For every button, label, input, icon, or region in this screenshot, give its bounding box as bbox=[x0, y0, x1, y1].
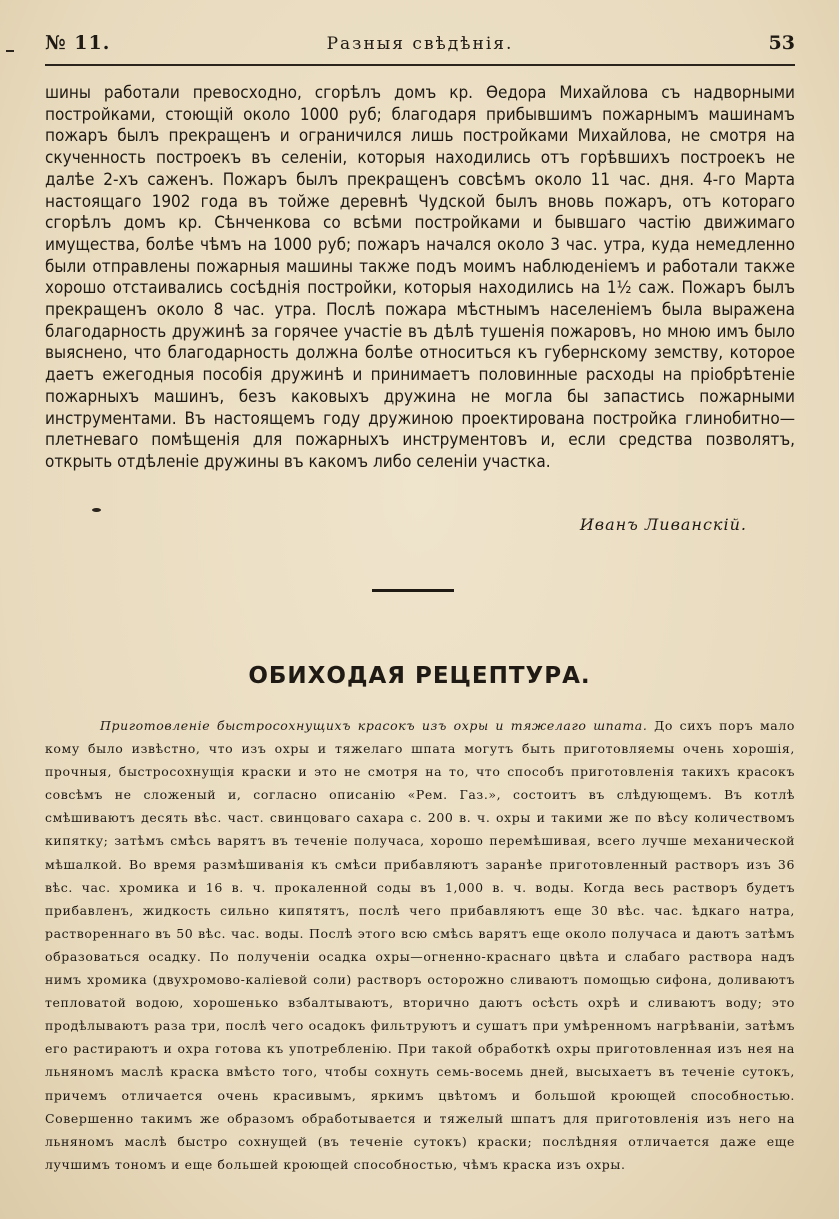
section-separator bbox=[372, 589, 454, 592]
article-continuation bbox=[45, 83, 795, 474]
page-number: 53 bbox=[768, 32, 795, 54]
recipe-text: До сихъ поръ мало кому было извѣстно, что изъ охры и тяжелаго шпата могутъ быть приготовляемы очень хорошія, прочныя, быстросохнущія краски и это не смотря на то, что способъ приготовленія такихъ красокъ совсѣмъ не сложеный и, согласно описанію «Рем. Газ.», состоитъ въ слѣдующемъ. Въ котлѣ смѣшиваютъ десять вѣс. част. свинцоваго сахара с. 200 в. ч. охры и такими же по вѣсу количествомъ кипятку; затѣмъ смѣсь варятъ въ теченіе получаса, хорошо перемѣшивая, всего лучше механической мѣшалкой. Во время размѣшиванія къ смѣси прибавляютъ заранѣе приготовленный растворъ изъ 36 вѣс. час. хромика и 16 в. ч. прокаленной соды въ 1,000 в. ч. воды. Когда весь растворъ будетъ прибавленъ, жидкость сильно кипятятъ, послѣ чего прибавляютъ еще 30 вѣс. час. ѣдкаго натра, раствореннаго въ 50 вѣс. час. воды. Послѣ этого всю смѣсь варятъ еще около получаса и даютъ затѣмъ образоваться осадку. По полученіи осадка охры—огненно-краснаго цвѣта и слабаго раствора надъ нимъ хромика (двухромово-каліевой соли) растворъ осторожно сливаютъ помощью сифона, доливаютъ тепловатой водою, хорошенько взбалтываютъ, вторично даютъ осѣсть охрѣ и сливаютъ воду; это продѣлываютъ раза три, послѣ чего осадокъ фильтруютъ и сушатъ при умѣренномъ нагрѣваніи, затѣмъ его растираютъ и охра готова къ употребленію. При такой обработкѣ охры приготовленная изъ нея на льняномъ маслѣ краска вмѣсто того, чтобы сохнуть семь-восемь дней, высыхаетъ въ теченіе сутокъ, причемъ отличается очень красивымъ, яркимъ цвѣтомъ и большой кроющей способностью. Совершенно такимъ же образомъ обработывается и тяжелый шпатъ для приготовленія изъ него на льняномъ маслѣ быстро сохнущей (въ теченіе сутокъ) краски; послѣдняя отличается даже еще лучшимъ тономъ и еще большей кроющей способностью, чѣмъ краска изъ охры. bbox=[45, 718, 795, 1172]
ink-mark bbox=[92, 508, 101, 512]
signature: Иванъ Ливанскій. bbox=[579, 515, 747, 534]
header-rule bbox=[45, 64, 795, 66]
running-title: Разныя свѣдѣнія. bbox=[326, 34, 514, 54]
recipe-article bbox=[45, 714, 795, 1176]
section-title: ОБИХОДАЯ РЕЦЕПТУРА. bbox=[248, 663, 591, 689]
edge-mark bbox=[6, 50, 14, 52]
recipe-paragraph bbox=[45, 714, 795, 1176]
recipe-lead: Приготовленіе быстросохнущихъ красокъ изъ охры и тяжелаго шпата. bbox=[100, 718, 648, 733]
page-header bbox=[45, 32, 795, 58]
article-continuation-text: шины работали превосходно, сгорѣлъ домъ кр. Өедора Михайлова съ надворными постройками, стоющій около 1000 руб; благодаря прибывшимъ пожарнымъ машинамъ пожаръ былъ прекращенъ и ограничился лишь постройками Михайлова, не смотря на скученность построекъ въ селеніи, которыя находились отъ горѣвшихъ построекъ не далѣе 2-хъ саженъ. Пожаръ былъ прекращенъ совсѣмъ около 11 час. дня. 4-го Марта настоящаго 1902 года въ тойже деревнѣ Чудской былъ вновь пожаръ, отъ котораго сгорѣлъ домъ кр. Сѣнченкова со всѣми постройками и бывшаго частію движимаго имущества, болѣе чѣмъ на 1000 руб; пожаръ начался около 3 час. утра, куда немедленно были отправлены пожарныя машины также подъ моимъ наблюденіемъ и работали также хорошо отстаивались сосѣднія постройки, которыя находились на 1½ саж. Пожаръ былъ прекращенъ около 8 час. утра. Послѣ пожара мѣстнымъ населеніемъ была выражена благодарность дружинѣ за горячее участіе въ дѣлѣ тушенія пожаровъ, но мною имъ было выяснено, что благодарность должна болѣе относиться къ губернскому земству, которое даетъ ежегодныя пособія дружинѣ и принимаетъ половинные расходы на пріобрѣтеніе пожарныхъ машинъ, безъ каковыхъ дружина не могла бы запастись пожарными инструментами. Въ настоящемъ году дружиною проектирована постройка глинобитно—плетневаго помѣщенія для пожарныхъ инструментовъ и, если средства позволятъ, открыть отдѣленіе дружины въ какомъ либо селеніи участка. bbox=[45, 83, 795, 472]
issue-number: № 11. bbox=[45, 32, 111, 54]
